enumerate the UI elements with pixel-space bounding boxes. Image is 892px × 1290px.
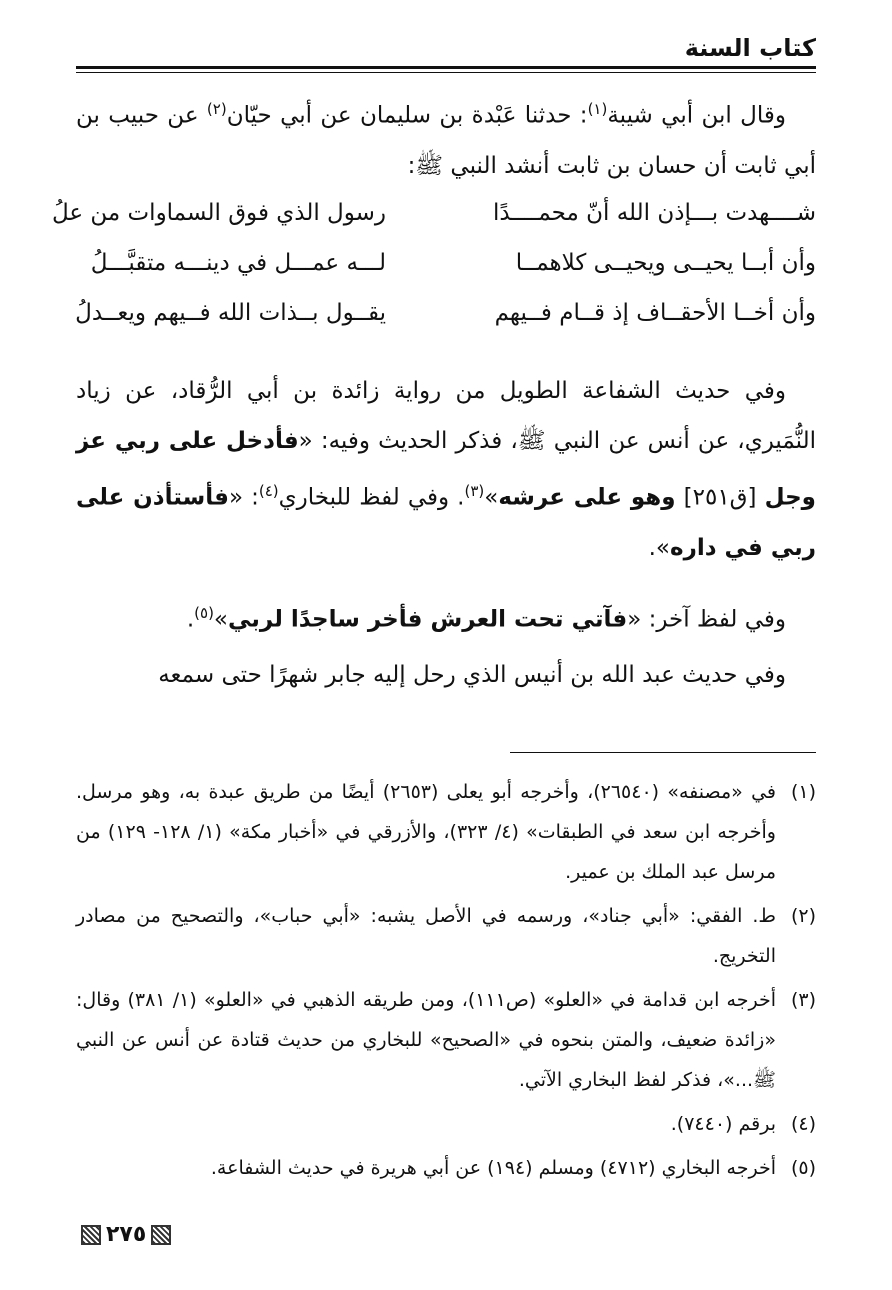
footnotes: [76, 772, 816, 1192]
paragraph-intro: وقال ابن أبي شيبة$^{(١)}$: حدثنا عَبْدة بن سليمان عن أبي حيّان$^{(٢)}$ عن حبيب بن أبي ثابت أن حسان بن ثابت أنشد النبي ﷺ:: [76, 100, 816, 179]
footnote-text: أخرجه البخاري (٤٧١٢) ومسلم (١٩٤) عن أبي هريرة في حديث الشفاعة.: [210, 1157, 776, 1179]
poem-verse: [76, 300, 816, 350]
footnote: [76, 1148, 816, 1188]
footnote-ref-2[interactable]: (٢): [206, 100, 227, 118]
paragraph-abdullah-bin-unais: وفي حديث عبد الله بن أنيس الذي رحل إليه جابر شهرًا حتى سمعه: [158, 662, 786, 688]
verse-hemistich-1: شــــهدت بـــإذن الله أنّ محمــــدًا: [492, 200, 816, 226]
ornament-icon: [151, 1225, 171, 1245]
paragraph-another-wording: وفي لفظ آخر: «فآتي تحت العرش فأخر ساجدًا لربي»$^{(٥)}$.: [186, 604, 786, 633]
header-rule-thick: [76, 66, 816, 69]
footnote-number: (٣): [790, 989, 816, 1011]
footnote-ref-1[interactable]: (١): [587, 100, 608, 118]
poem-verse: [76, 250, 816, 300]
verse-hemistich-2: رسول الذي فوق السماوات من علُ: [51, 200, 386, 226]
verse-hemistich-1: وأن أبــا يحيــى ويحيــى كلاهمــا: [515, 250, 816, 276]
footnote-text: في «مصنفه» (٢٦٥٤٠)، وأخرجه أبو يعلى (٢٦٥٣) أيضًا من طريق عبدة به، وهو مرسل. وأخرجه ابن سعد في الطبقات» (٤/ ٣٢٣)، والأزرقي في «أخبار مكة» (١/ ١٢٨- ١٢٩) من مرسل عبد الملك بن عمير.: [76, 781, 776, 883]
footnote-number: (٤): [790, 1113, 816, 1135]
footnote-text: أخرجه ابن قدامة في «العلو» (ص١١١)، ومن طريقه الذهبي في «العلو» (١/ ٣٨١) وقال: «زائدة ضعيف، والمتن بنحوه في «الصحيح» للبخاري من حديث قتادة عن أنس عن النبي ﷺ...»، فذكر لفظ البخاري الآتي.: [76, 989, 776, 1091]
poem-verse: [51, 200, 816, 250]
ornament-icon: [81, 1225, 101, 1245]
footnote-number: (٥): [790, 1157, 816, 1179]
verse-hemistich-1: وأن أخــا الأحقــاف إذ قــام فــيهم: [494, 300, 816, 326]
header-rule-thin: [76, 72, 816, 73]
footnote-text: برقم (٧٤٤٠).: [670, 1113, 776, 1135]
verse-hemistich-2: يقــول بــذات الله فــيهم ويعــدلُ: [75, 300, 386, 326]
footnote: [76, 1104, 816, 1144]
poem: [51, 200, 816, 350]
footnote-ref-4[interactable]: (٤): [258, 482, 279, 500]
footnote-separator: [510, 752, 816, 753]
footnote-ref-3[interactable]: (٣): [464, 482, 485, 500]
footnote-number: (١): [790, 781, 816, 803]
page-number-block: [76, 1222, 176, 1247]
verse-hemistich-2: لـــه عمـــل في دينـــه متقبَّـــلُ: [90, 250, 386, 276]
footnote: [76, 896, 816, 976]
footnote-text: ط. الفقي: «أبي جناد»، ورسمه في الأصل يشبه: «أبي حباب»، والتصحيح من مصادر التخريج.: [76, 905, 776, 967]
footnote-ref-5[interactable]: (٥): [194, 604, 214, 622]
footnote: [76, 980, 816, 1100]
footnote: [76, 772, 816, 892]
paragraph-shafaa: وفي حديث الشفاعة الطويل من رواية زائدة بن أبي الرُّقاد، عن زياد النُّمَيري، عن أنس عن النبي ﷺ، فذكر الحديث وفيه: «فأدخل على ربي عز وجل [ق٢٥١] وهو على عرشه»$^{(٣)}$. وفي لفظ للبخاري$^{(٤)}$: «فأستأذن على ربي في داره».: [76, 378, 816, 561]
page-number: ٢٧٥: [106, 1222, 147, 1247]
footnote-number: (٢): [790, 905, 816, 927]
book-title: كتاب السنة: [684, 34, 816, 62]
